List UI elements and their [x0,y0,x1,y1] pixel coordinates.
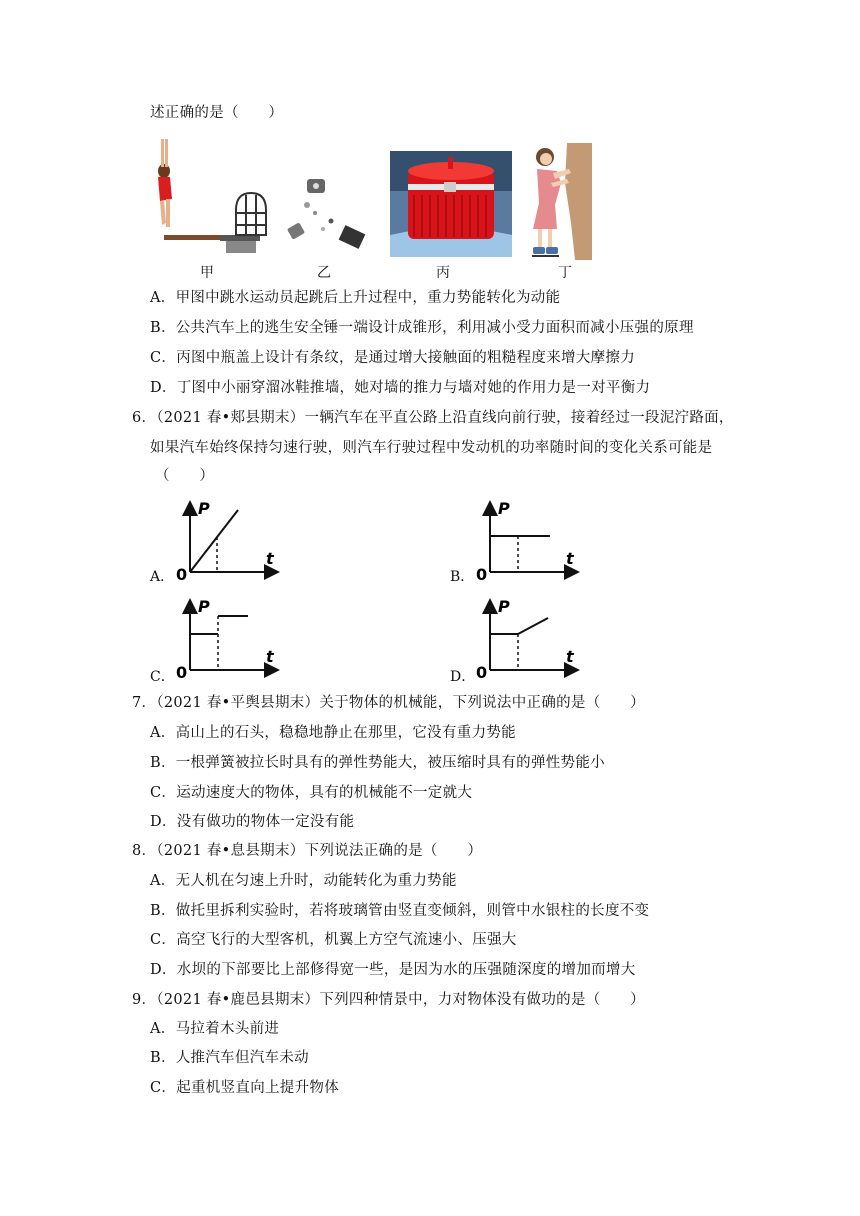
q7-stem: 7．（2021 春•平舆县期末）关于物体的机械能，下列说法中正确的是（ ） [132,695,645,711]
q6-stem-line2: 如果汽车始终保持匀速行驶，则汽车行驶过程中发动机的功率随时间的变化关系可能是 [150,440,713,456]
graph-a-axis-p: P [198,499,210,518]
graph-a-label: A． [150,569,175,585]
graph-c-origin: 0 [176,663,188,682]
q7-option-a: A．高山上的石头，稳稳地静止在那里，它没有重力势能 [150,725,516,741]
graph-c-axis-p: P [198,597,210,616]
caption-bing: 丙 [436,265,450,281]
graph-d-label: D． [450,669,476,685]
q8-option-c: C．高空飞行的大型客机，机翼上方空气流速小、压强大 [150,932,517,948]
q5-option-a: A．甲图中跳水运动员起跳后上升过程中，重力势能转化为动能 [150,290,561,306]
q7-option-c: C．运动速度大的物体，具有的机械能不一定就大 [150,785,473,801]
q9-stem: 9．（2021 春•鹿邑县期末）下列四种情景中，力对物体没有做功的是（ ） [132,992,645,1008]
q6-stem: 6．（2021 春•郏县期末）一辆汽车在平直公路上沿直线向前行驶，接着经过一段泥泞路面， [132,410,734,426]
q5-option-c: C．丙图中瓶盖上设计有条纹，是通过增大接触面的粗糙程度来增大摩擦力 [150,350,635,366]
q9-option-b: B．人推汽车但汽车未动 [150,1050,309,1066]
q9-option-c: C．起重机竖直向上提升物体 [150,1080,339,1096]
q8-stem: 8．（2021 春•息县期末）下列说法正确的是（ ） [132,843,483,859]
graph-c-axis-t: t [266,647,274,666]
q7-option-b: B．一根弹簧被拉长时具有的弹性势能大，被压缩时具有的弹性势能小 [150,755,605,771]
q7-option-d: D．没有做功的物体一定没有能 [150,814,355,830]
girl-pushing-wall-picture [527,143,592,264]
q9-option-a: A．马拉着木头前进 [150,1021,280,1037]
graph-d-axis-t: t [566,647,574,666]
graph-a-axis-t: t [266,549,274,568]
graph-a [172,496,282,586]
graph-b [472,496,582,586]
graph-d [472,594,582,684]
q6-answer-bracket: （ ） [155,468,215,484]
graph-a-line [190,510,238,572]
graph-b-axis-p: P [498,499,510,518]
caption-jia: 甲 [200,265,214,281]
bottle-cap-picture [390,151,512,261]
graph-c-label: C． [150,669,175,685]
q8-option-a: A．无人机在匀速上升时，动能转化为重力势能 [150,873,457,889]
graph-b-origin: 0 [476,565,488,584]
graph-d-axis-p: P [498,597,510,616]
caption-yi: 乙 [317,265,331,281]
graph-d-line-rising [518,618,548,634]
graph-c [172,594,282,684]
diver-picture [150,135,268,259]
graph-b-label: B． [450,569,475,585]
q5-option-d: D．丁图中小丽穿溜冰鞋推墙，她对墙的推力与墙对她的作用力是一对平衡力 [150,380,651,396]
caption-ding: 丁 [558,265,572,281]
q5-option-b: B．公共汽车上的逃生安全锤一端设计成锥形，利用减小受力面积而减小压强的原理 [150,320,694,336]
q8-option-b: B．做托里拆利实验时，若将玻璃管由竖直变倾斜，则管中水银柱的长度不变 [150,903,650,919]
q8-option-d: D．水坝的下部要比上部修得宽一些，是因为水的压强随深度的增加而增大 [150,962,636,978]
question-stem-continuation: 述正确的是（ ） [150,105,284,121]
graph-a-origin: 0 [176,565,188,584]
graph-d-origin: 0 [476,663,488,682]
graph-b-axis-t: t [566,549,574,568]
safety-hammer-picture [283,175,373,259]
